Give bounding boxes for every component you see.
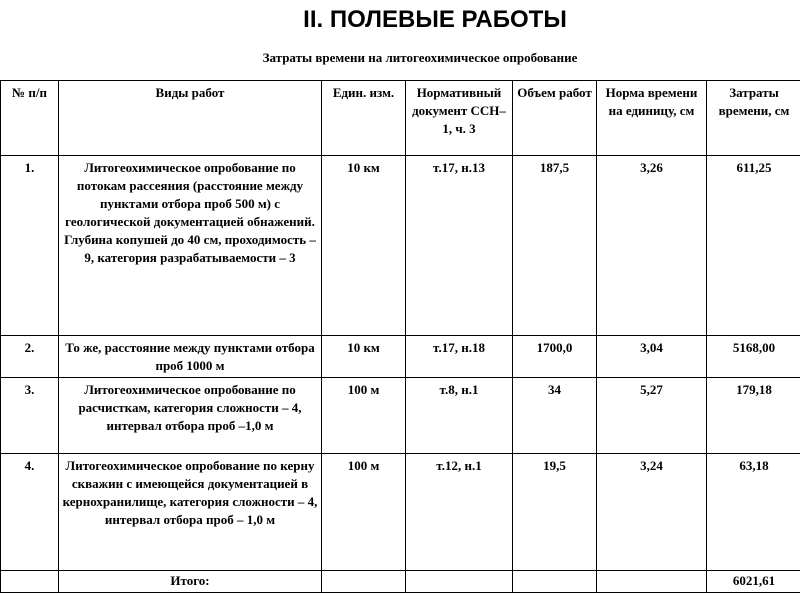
row-unit: 100 м [322, 378, 406, 454]
total-empty-cell [1, 571, 59, 593]
table-row [1, 454, 800, 571]
row-time-norm: 3,04 [597, 336, 707, 378]
header-time-cost: Затраты времени, см [707, 81, 800, 156]
row-time-norm: 3,24 [597, 454, 707, 571]
table-row [1, 378, 800, 454]
row-time-cost: 63,18 [707, 454, 800, 571]
row-time-norm: 5,27 [597, 378, 707, 454]
total-cost: 6021,61 [707, 571, 800, 593]
row-unit: 10 км [322, 336, 406, 378]
row-work-type: Литогеохимическое опробование по расчисткам, категория сложности – 4, интервал отбора проб –1,0 м [59, 378, 322, 454]
row-norm-document: т.8, н.1 [406, 378, 513, 454]
header-norm-document: Нормативный документ ССН–1, ч. 3 [406, 81, 513, 156]
row-time-cost: 5168,00 [707, 336, 800, 378]
total-empty-cell [597, 571, 707, 593]
row-volume: 34 [513, 378, 597, 454]
row-time-cost: 611,25 [707, 156, 800, 336]
row-volume: 187,5 [513, 156, 597, 336]
header-row [1, 81, 800, 156]
total-empty-cell [406, 571, 513, 593]
row-work-type: То же, расстояние между пунктами отбора проб 1000 м [59, 336, 322, 378]
page-title: II. ПОЛЕВЫЕ РАБОТЫ [303, 6, 567, 33]
header-time-norm: Норма времени на единицу, см [597, 81, 707, 156]
row-num: 2. [1, 336, 59, 378]
header-unit: Един. изм. [322, 81, 406, 156]
table-caption: Затраты времени на литогеохимическое опробование [262, 50, 578, 65]
total-label: Итого: [59, 571, 322, 593]
row-norm-document: т.17, н.13 [406, 156, 513, 336]
header-work-type: Виды работ [59, 81, 322, 156]
total-empty-cell [513, 571, 597, 593]
row-work-type: Литогеохимическое опробование по потокам рассеяния (расстояние между пунктами отбора проб 500 м) с геологической документацией обнажений. Глубина копушей до 40 см, проходимость – 9, категория разрабатываемости – 3 [59, 156, 322, 336]
row-work-type: Литогеохимическое опробование по керну скважин с имеющейся документацией в кернохранилище, категория сложности – 4, интервал отбора проб – 1,0 м [59, 454, 322, 571]
row-num: 1. [1, 156, 59, 336]
row-norm-document: т.17, н.18 [406, 336, 513, 378]
row-num: 4. [1, 454, 59, 571]
total-empty-cell [322, 571, 406, 593]
row-time-norm: 3,26 [597, 156, 707, 336]
table-row [1, 156, 800, 336]
row-volume: 1700,0 [513, 336, 597, 378]
row-unit: 100 м [322, 454, 406, 571]
row-norm-document: т.12, н.1 [406, 454, 513, 571]
header-volume: Объем работ [513, 81, 597, 156]
row-num: 3. [1, 378, 59, 454]
row-unit: 10 км [322, 156, 406, 336]
table-row [1, 336, 800, 378]
header-num: № п/п [1, 81, 59, 156]
row-time-cost: 179,18 [707, 378, 800, 454]
row-volume: 19,5 [513, 454, 597, 571]
total-row [1, 571, 800, 593]
time-cost-table [0, 80, 800, 593]
